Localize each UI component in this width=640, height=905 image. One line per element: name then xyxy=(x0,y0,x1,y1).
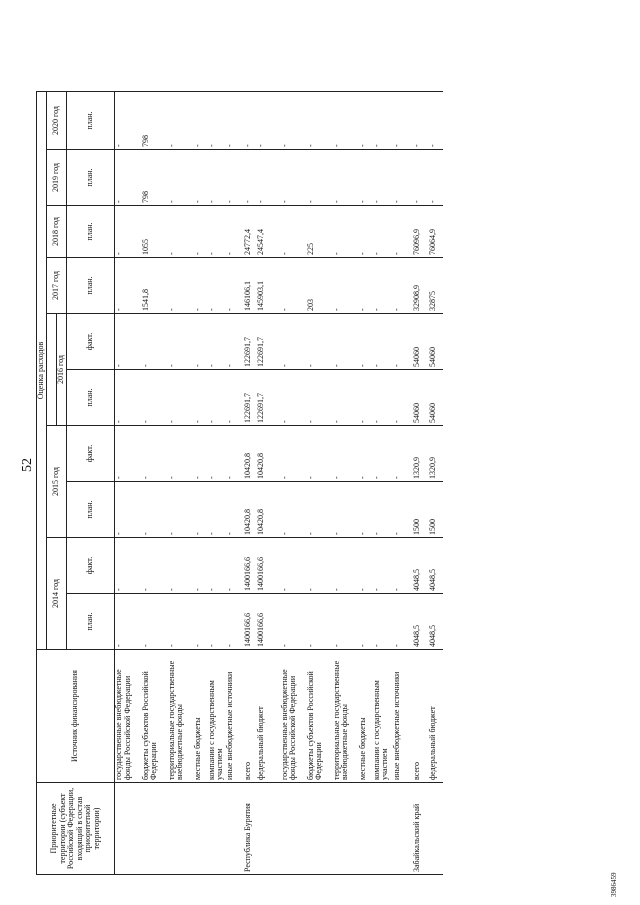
value-cell: - xyxy=(373,538,393,594)
value-cell: 4048,5 xyxy=(413,538,429,594)
value-cell: - xyxy=(373,426,393,482)
value-cell: - xyxy=(168,594,194,650)
table-row xyxy=(194,92,208,875)
value-cell: - xyxy=(281,426,307,482)
value-cell: - xyxy=(226,92,244,150)
region-cell xyxy=(429,783,443,875)
value-cell: - xyxy=(429,150,443,206)
value-cell: - xyxy=(393,92,413,150)
value-cell: - xyxy=(142,370,168,426)
region-cell xyxy=(307,783,333,875)
value-cell: - xyxy=(359,482,373,538)
table-row xyxy=(142,92,168,875)
value-cell: - xyxy=(359,594,373,650)
value-cell: - xyxy=(115,482,142,538)
value-cell: - xyxy=(393,150,413,206)
value-cell: 1320,9 xyxy=(413,426,429,482)
value-cell: - xyxy=(307,370,333,426)
value-cell: 798 xyxy=(142,92,168,150)
source-cell: местные бюджеты xyxy=(194,650,208,783)
value-cell: 54060 xyxy=(429,370,443,426)
value-cell: - xyxy=(333,150,359,206)
value-cell: - xyxy=(373,258,393,314)
table-row xyxy=(168,92,194,875)
value-cell: - xyxy=(115,150,142,206)
source-cell: компании с государственным участием xyxy=(373,650,393,783)
value-cell: - xyxy=(226,370,244,426)
value-cell: - xyxy=(393,538,413,594)
value-cell: - xyxy=(281,594,307,650)
value-cell: - xyxy=(359,314,373,370)
value-cell: - xyxy=(208,314,226,370)
value-cell: 1320,9 xyxy=(429,426,443,482)
value-cell: - xyxy=(115,538,142,594)
header-territory: Приоритетные территории (субъект Российской Федерации, входящий в состав приоритетной территории) xyxy=(37,783,115,875)
header-plan-0: план. xyxy=(67,594,115,650)
value-cell: - xyxy=(413,150,429,206)
value-cell: - xyxy=(373,594,393,650)
value-cell: - xyxy=(429,92,443,150)
header-fact-1: факт. xyxy=(67,538,115,594)
value-cell: - xyxy=(168,482,194,538)
table-row xyxy=(429,92,443,875)
value-cell: - xyxy=(359,258,373,314)
value-cell: - xyxy=(208,594,226,650)
header-source: Источник финансирования xyxy=(37,650,115,783)
value-cell: 122691,7 xyxy=(257,314,281,370)
value-cell: - xyxy=(393,594,413,650)
value-cell: - xyxy=(115,258,142,314)
region-cell xyxy=(393,783,413,875)
value-cell: 1500 xyxy=(413,482,429,538)
value-cell: - xyxy=(115,370,142,426)
value-cell: - xyxy=(208,426,226,482)
table-row xyxy=(373,92,393,875)
value-cell: 4048,5 xyxy=(429,594,443,650)
source-cell: территориальные государственные внебюджетные фонды xyxy=(168,650,194,783)
value-cell: 122691,7 xyxy=(257,370,281,426)
value-cell: - xyxy=(168,314,194,370)
value-cell: - xyxy=(281,92,307,150)
value-cell: - xyxy=(208,482,226,538)
region-cell xyxy=(281,783,307,875)
value-cell: - xyxy=(333,206,359,258)
value-cell: - xyxy=(168,370,194,426)
value-cell: 10420,8 xyxy=(257,482,281,538)
value-cell: - xyxy=(333,594,359,650)
value-cell: - xyxy=(307,314,333,370)
value-cell: - xyxy=(226,538,244,594)
value-cell: - xyxy=(333,538,359,594)
value-cell: 1055 xyxy=(142,206,168,258)
value-cell: 1400166,6 xyxy=(244,594,257,650)
value-cell: - xyxy=(226,426,244,482)
value-cell: - xyxy=(373,206,393,258)
value-cell: - xyxy=(226,206,244,258)
header-estimate-cont xyxy=(47,314,57,426)
value-cell: - xyxy=(115,594,142,650)
region-cell xyxy=(115,783,142,875)
value-cell: - xyxy=(393,426,413,482)
value-cell: - xyxy=(208,370,226,426)
value-cell: 1400166,6 xyxy=(257,594,281,650)
value-cell: - xyxy=(359,206,373,258)
value-cell: - xyxy=(226,258,244,314)
value-cell: - xyxy=(333,482,359,538)
value-cell: 54060 xyxy=(429,314,443,370)
value-cell: 10420,8 xyxy=(244,426,257,482)
value-cell: - xyxy=(307,482,333,538)
value-cell: 122691,7 xyxy=(244,370,257,426)
region-cell xyxy=(194,783,208,875)
value-cell: - xyxy=(168,206,194,258)
header-plan-4: план. xyxy=(67,370,115,426)
value-cell: 76096,9 xyxy=(413,206,429,258)
value-cell: - xyxy=(208,258,226,314)
value-cell: - xyxy=(208,538,226,594)
value-cell: 203 xyxy=(307,258,333,314)
source-cell: всего xyxy=(244,650,257,783)
value-cell: 24772,4 xyxy=(244,206,257,258)
table-row xyxy=(281,92,307,875)
value-cell: - xyxy=(373,482,393,538)
source-cell: бюджеты субъектов Российской Федерации xyxy=(307,650,333,783)
value-cell: - xyxy=(194,594,208,650)
value-cell: - xyxy=(281,538,307,594)
value-cell: 76064,9 xyxy=(429,206,443,258)
region-cell xyxy=(257,783,281,875)
source-cell: иные внебюджетные источники xyxy=(393,650,413,783)
value-cell: 54060 xyxy=(413,314,429,370)
source-cell: федеральный бюджет xyxy=(257,650,281,783)
source-cell: государственные внебюджетные фонды Российской Федерации xyxy=(281,650,307,783)
value-cell: 32875 xyxy=(429,258,443,314)
region-cell xyxy=(333,783,359,875)
header-fact-3: факт. xyxy=(67,426,115,482)
value-cell: - xyxy=(393,314,413,370)
value-cell: - xyxy=(257,92,281,150)
value-cell: - xyxy=(257,150,281,206)
value-cell: - xyxy=(168,258,194,314)
value-cell: - xyxy=(194,370,208,426)
table-row xyxy=(393,92,413,875)
value-cell: - xyxy=(115,92,142,150)
value-cell: - xyxy=(281,206,307,258)
value-cell: - xyxy=(226,482,244,538)
value-cell: - xyxy=(307,150,333,206)
header-year-2016: 2016 год xyxy=(57,314,67,426)
value-cell: 4048,5 xyxy=(429,538,443,594)
value-cell: 146106,1 xyxy=(244,258,257,314)
header-year-2020: 2020 год xyxy=(47,92,67,150)
value-cell: 1500 xyxy=(429,482,443,538)
header-plan-7: план. xyxy=(67,206,115,258)
header-estimate: Оценка расходов xyxy=(37,92,47,650)
table-row xyxy=(208,92,226,875)
value-cell: - xyxy=(194,482,208,538)
source-cell: федеральный бюджет xyxy=(429,650,443,783)
value-cell: - xyxy=(194,314,208,370)
region-cell xyxy=(168,783,194,875)
page-number: 52 xyxy=(20,458,35,472)
header-year-2015: 2015 год xyxy=(47,426,67,538)
header-plan-9: план. xyxy=(67,92,115,150)
value-cell: - xyxy=(373,92,393,150)
region-cell xyxy=(226,783,244,875)
value-cell: - xyxy=(142,426,168,482)
value-cell: - xyxy=(168,426,194,482)
value-cell: - xyxy=(168,538,194,594)
value-cell: - xyxy=(281,150,307,206)
header-year-2019: 2019 год xyxy=(47,150,67,206)
source-cell: местные бюджеты xyxy=(359,650,373,783)
region-cell xyxy=(208,783,226,875)
table-row xyxy=(307,92,333,875)
value-cell: 225 xyxy=(307,206,333,258)
value-cell: - xyxy=(307,594,333,650)
source-cell: бюджеты субъектов Российской Федерации xyxy=(142,650,168,783)
value-cell: 1400166,6 xyxy=(244,538,257,594)
value-cell: - xyxy=(244,92,257,150)
value-cell: - xyxy=(115,426,142,482)
region-cell xyxy=(142,783,168,875)
table-row xyxy=(413,92,429,875)
value-cell: - xyxy=(194,426,208,482)
header-fact-5: факт. xyxy=(67,314,115,370)
value-cell: - xyxy=(281,370,307,426)
value-cell: 798 xyxy=(142,150,168,206)
value-cell: - xyxy=(194,92,208,150)
value-cell: 122691,7 xyxy=(244,314,257,370)
expense-table xyxy=(36,91,443,875)
value-cell: - xyxy=(373,370,393,426)
value-cell: 145903,1 xyxy=(257,258,281,314)
value-cell: - xyxy=(307,538,333,594)
value-cell: - xyxy=(373,150,393,206)
value-cell: - xyxy=(333,370,359,426)
value-cell: - xyxy=(142,482,168,538)
value-cell: 1400166,6 xyxy=(257,538,281,594)
value-cell: - xyxy=(359,538,373,594)
value-cell: 1541,8 xyxy=(142,258,168,314)
value-cell: - xyxy=(226,314,244,370)
value-cell: 4048,5 xyxy=(413,594,429,650)
value-cell: - xyxy=(359,426,373,482)
value-cell: - xyxy=(281,314,307,370)
value-cell: 24547,4 xyxy=(257,206,281,258)
value-cell: - xyxy=(142,594,168,650)
value-cell: - xyxy=(208,150,226,206)
table-row xyxy=(257,92,281,875)
region-cell: Забайкальский край xyxy=(413,783,429,875)
value-cell: - xyxy=(333,314,359,370)
value-cell: - xyxy=(115,314,142,370)
table-row xyxy=(115,92,142,875)
value-cell: - xyxy=(194,150,208,206)
table-row xyxy=(244,92,257,875)
value-cell: - xyxy=(194,206,208,258)
value-cell: - xyxy=(333,258,359,314)
value-cell: - xyxy=(208,206,226,258)
value-cell: 32908,9 xyxy=(413,258,429,314)
header-plan-2: план. xyxy=(67,482,115,538)
value-cell: - xyxy=(393,206,413,258)
source-cell: всего xyxy=(413,650,429,783)
header-plan-6: план. xyxy=(67,258,115,314)
value-cell: - xyxy=(115,206,142,258)
region-cell xyxy=(373,783,393,875)
value-cell: - xyxy=(168,150,194,206)
value-cell: 10420,8 xyxy=(257,426,281,482)
source-cell: компании с государственным участием xyxy=(208,650,226,783)
header-year-2017: 2017 год xyxy=(47,258,67,314)
value-cell: - xyxy=(359,370,373,426)
header-year-2018: 2018 год xyxy=(47,206,67,258)
document-id: 3986459 xyxy=(610,872,618,897)
value-cell: - xyxy=(393,258,413,314)
value-cell: - xyxy=(168,92,194,150)
source-cell: иные внебюджетные источники xyxy=(226,650,244,783)
table-row xyxy=(359,92,373,875)
value-cell: - xyxy=(281,482,307,538)
value-cell: - xyxy=(307,426,333,482)
source-cell: территориальные государственные внебюджетные фонды xyxy=(333,650,359,783)
value-cell: - xyxy=(244,150,257,206)
value-cell: 10420,8 xyxy=(244,482,257,538)
table-row xyxy=(333,92,359,875)
value-cell: - xyxy=(393,370,413,426)
value-cell: - xyxy=(281,258,307,314)
table-row xyxy=(226,92,244,875)
header-year-2014: 2014 год xyxy=(47,538,67,650)
value-cell: - xyxy=(307,92,333,150)
value-cell: - xyxy=(333,426,359,482)
value-cell: - xyxy=(142,314,168,370)
value-cell: - xyxy=(194,258,208,314)
value-cell: - xyxy=(359,92,373,150)
value-cell: - xyxy=(373,314,393,370)
value-cell: - xyxy=(142,538,168,594)
value-cell: - xyxy=(208,92,226,150)
value-cell: - xyxy=(359,150,373,206)
value-cell: 54060 xyxy=(413,370,429,426)
value-cell: - xyxy=(333,92,359,150)
value-cell: - xyxy=(226,150,244,206)
region-cell xyxy=(359,783,373,875)
header-plan-8: план. xyxy=(67,150,115,206)
source-cell: государственные внебюджетные фонды Российской Федерации xyxy=(115,650,142,783)
value-cell: - xyxy=(393,482,413,538)
value-cell: - xyxy=(194,538,208,594)
value-cell: - xyxy=(226,594,244,650)
value-cell: - xyxy=(413,92,429,150)
region-cell: Республика Бурятия xyxy=(244,783,257,875)
